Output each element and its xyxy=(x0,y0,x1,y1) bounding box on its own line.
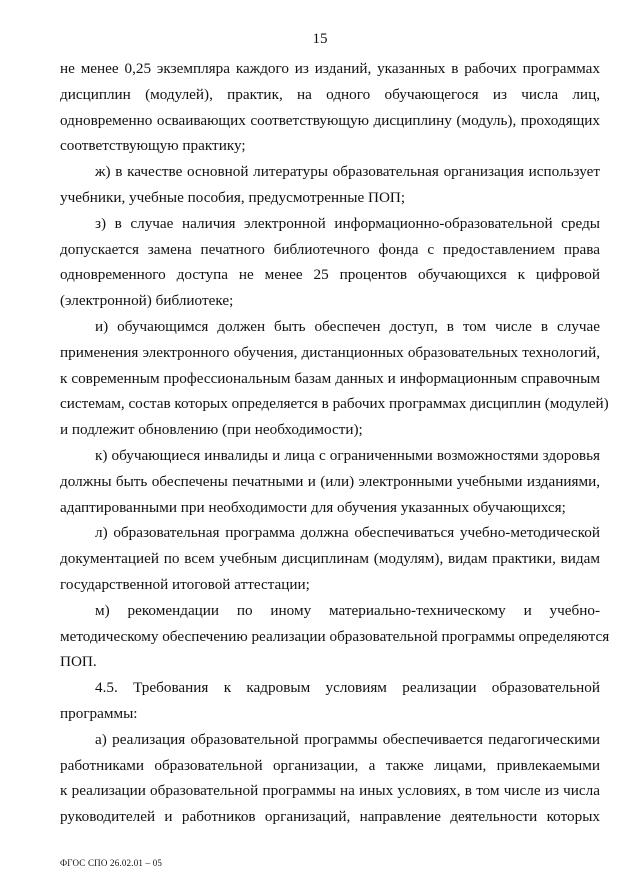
text-line: методическому обеспечению реализации образовательной программы определяются xyxy=(60,627,610,645)
text-line: адаптированными при необходимости для обучения указанных обучающихся; xyxy=(60,498,566,516)
text-line: л) образовательная программа должна обеспечиваться учебно-методической xyxy=(95,524,600,542)
text-line: ж) в качестве основной литературы образовательная организация использует xyxy=(95,163,600,181)
text-line: м) рекомендации по иному материально-техническому и учебно- xyxy=(95,601,600,619)
document-body xyxy=(60,56,610,830)
text-line: (электронной) библиотеке; xyxy=(60,292,234,310)
text-line: применения электронного обучения, дистанционных образовательных технологий, xyxy=(60,343,600,361)
text-line: работниками образовательной организации, а также лицами, привлекаемыми xyxy=(60,756,600,774)
text-line: 4.5. Требования к кадровым условиям реализации образовательной xyxy=(95,679,600,697)
document-footer: ФГОС СПО 26.02.01 – 05 xyxy=(60,858,163,868)
text-line: должны быть обеспечены печатными и (или) электронными учебными изданиями, xyxy=(60,472,600,490)
text-line: к) обучающиеся инвалиды и лица с ограниченными возможностями здоровья xyxy=(95,446,600,464)
text-line: и) обучающимся должен быть обеспечен доступ, в том числе в случае xyxy=(95,317,600,335)
text-line: дисциплин (модулей), практик, на одного обучающегося из числа лиц, xyxy=(60,85,600,103)
text-line: соответствующую практику; xyxy=(60,137,246,155)
text-line: учебники, учебные пособия, предусмотренные ПОП; xyxy=(60,188,406,206)
page-number: 15 xyxy=(312,31,328,47)
text-line: допускается замена печатного библиотечного фонда с предоставлением права xyxy=(60,240,600,258)
text-line: а) реализация образовательной программы обеспечивается педагогическими xyxy=(95,730,600,748)
text-line: документацией по всем учебным дисциплинам (модулям), видам практики, видам xyxy=(60,550,600,568)
text-line: не менее 0,25 экземпляра каждого из изданий, указанных в рабочих программах xyxy=(60,60,600,77)
text-line: к современным профессиональным базам данных и информационным справочным xyxy=(60,369,600,387)
text-line: к реализации образовательной программы на иных условиях, в том числе из числа xyxy=(60,782,600,800)
text-line: руководителей и работников организаций, направление деятельности которых xyxy=(60,808,600,826)
text-line: з) в случае наличия электронной информационно-образовательной среды xyxy=(95,214,600,232)
text-line: одновременно осваивающих соответствующую дисциплину (модуль), проходящих xyxy=(60,111,600,129)
text-line: государственной итоговой аттестации; xyxy=(60,575,310,593)
text-line: программы: xyxy=(60,704,138,722)
text-line: системам, состав которых определяется в рабочих программах дисциплин (модулей) xyxy=(60,395,609,413)
text-line: одновременного доступа не менее 25 процентов обучающихся к цифровой xyxy=(60,266,600,284)
text-line: и подлежит обновлению (при необходимости); xyxy=(60,421,363,439)
text-line: ПОП. xyxy=(60,653,97,671)
